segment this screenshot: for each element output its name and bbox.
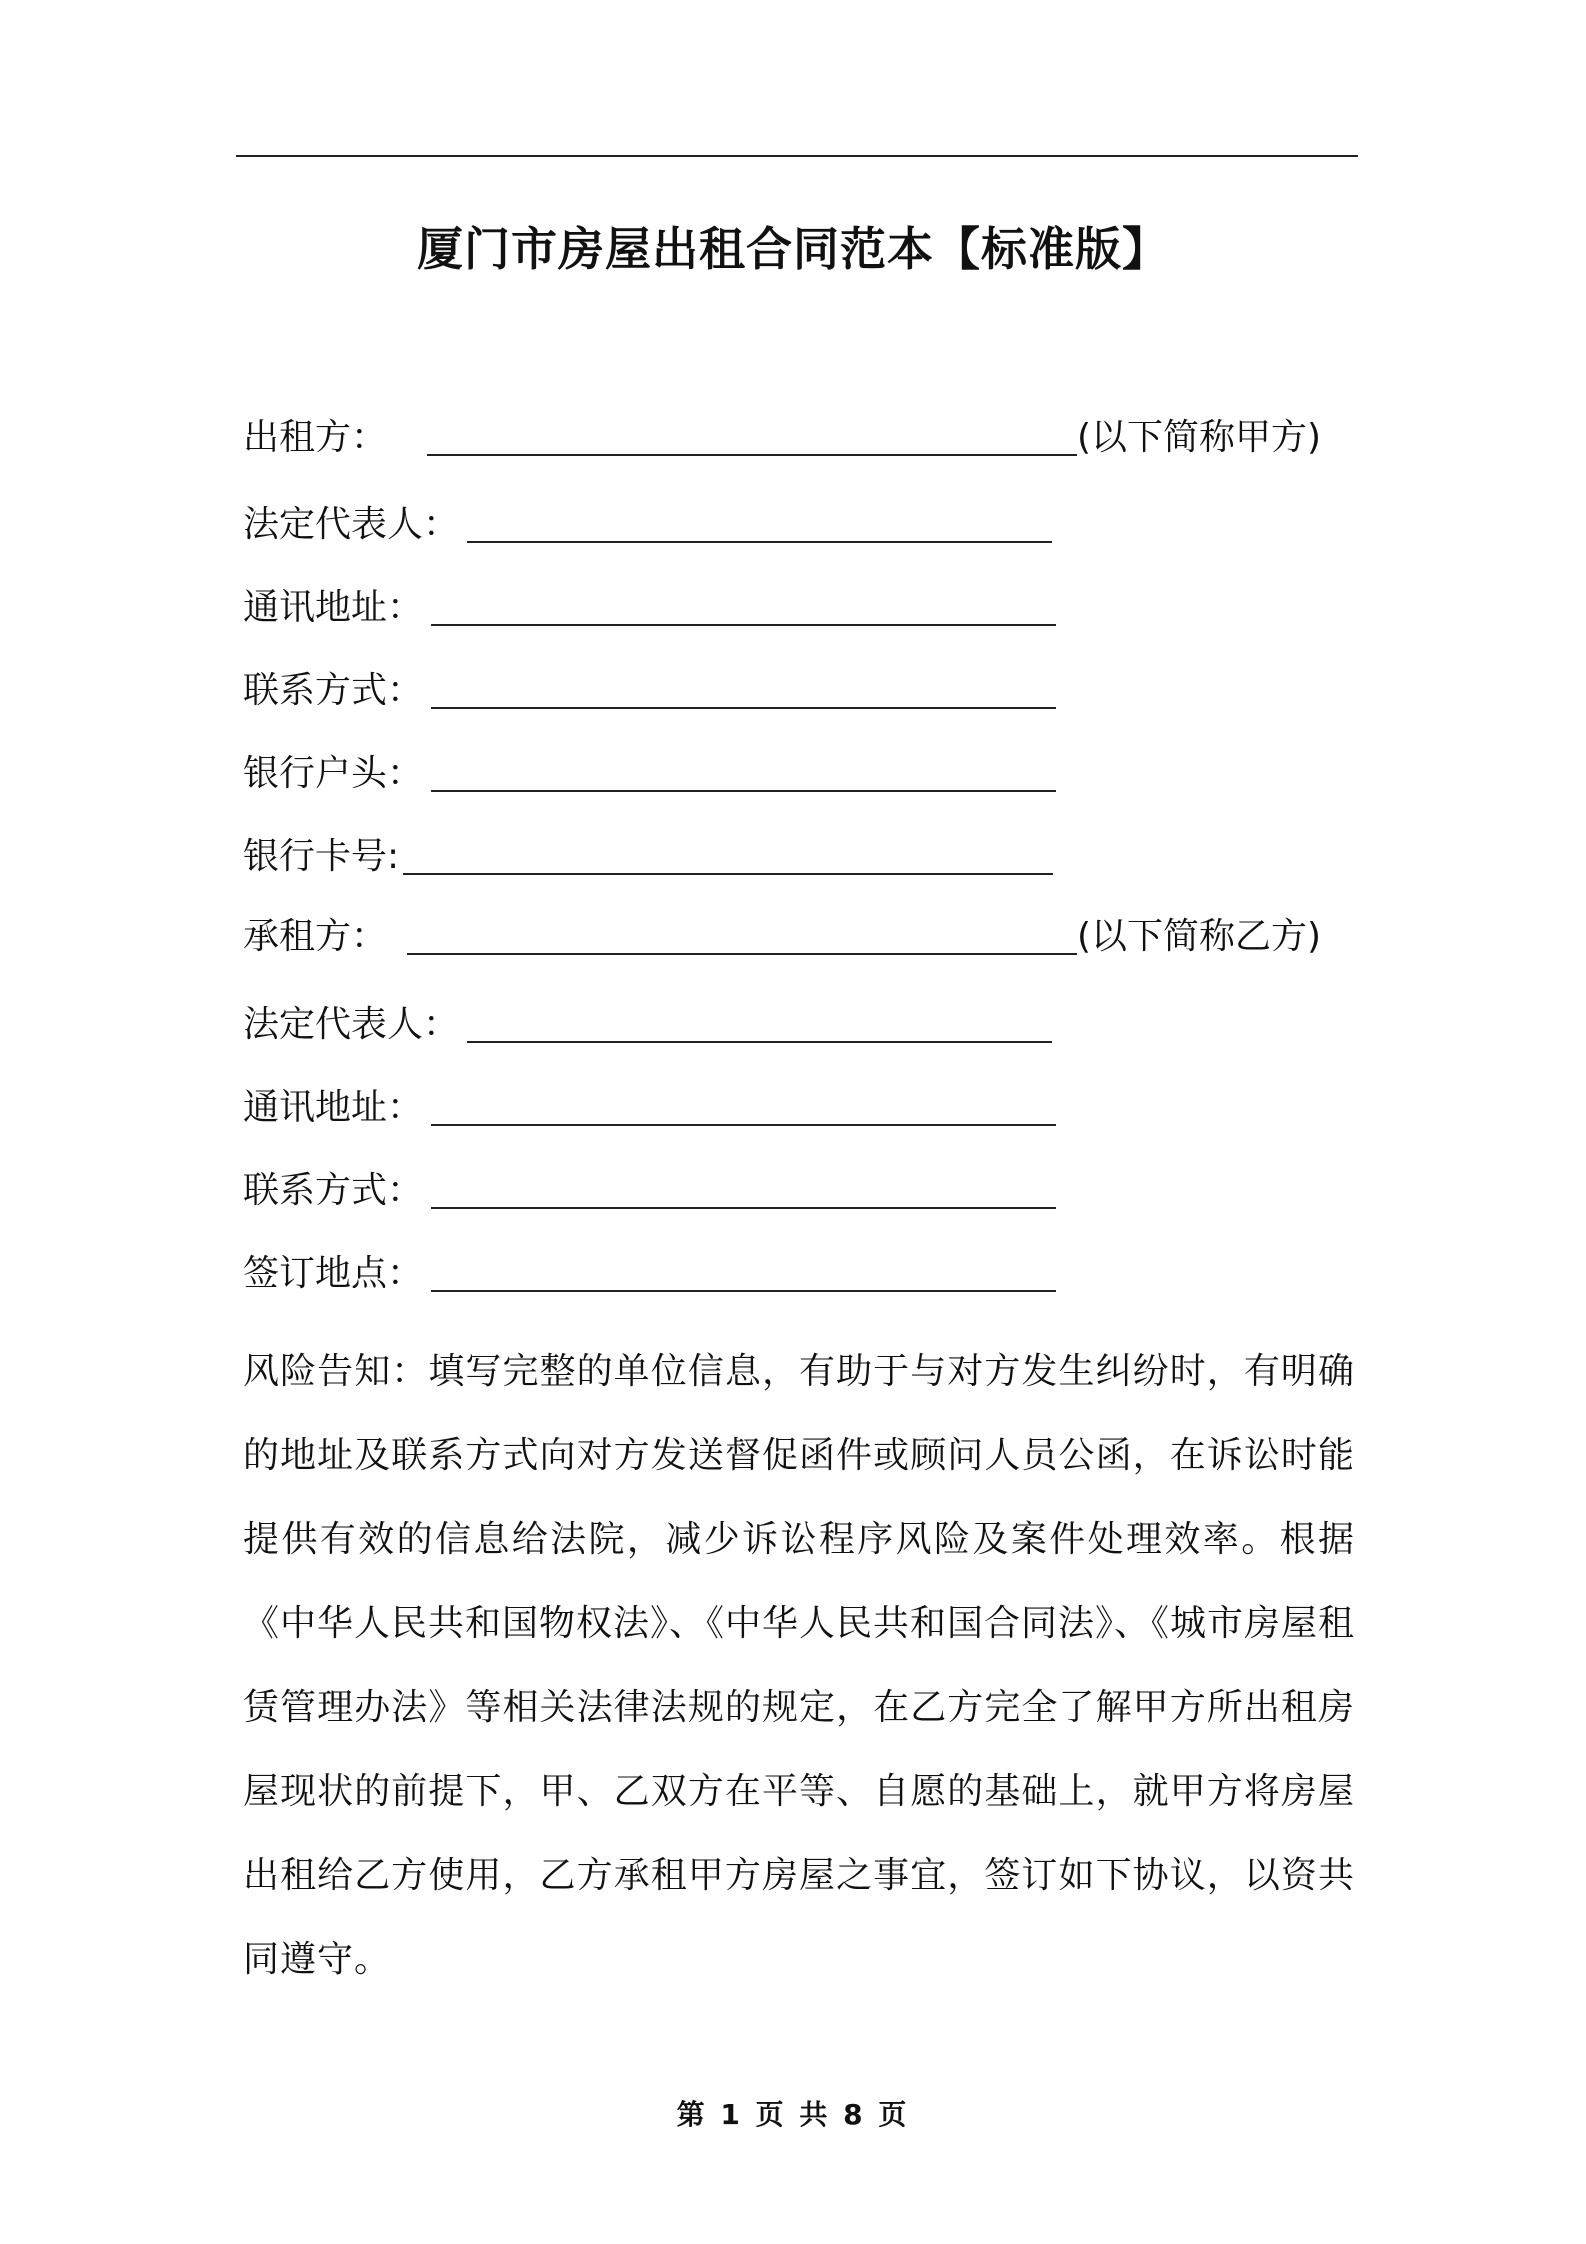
field-label: 出租方： xyxy=(243,417,388,458)
fill-blank xyxy=(431,624,1056,626)
field-label: 联系方式： xyxy=(243,670,424,711)
field-lessee xyxy=(243,909,1321,969)
field-label: 联系方式： xyxy=(243,1170,424,1211)
fill-blank xyxy=(427,454,1077,456)
fill-blank xyxy=(403,873,1053,875)
header-rule xyxy=(236,155,1358,157)
field-label: 通讯地址： xyxy=(243,1087,424,1128)
field-lessor-card-number xyxy=(243,829,1053,889)
fill-blank xyxy=(431,790,1056,792)
fill-blank xyxy=(467,541,1052,543)
document-title: 厦门市房屋出租合同范本【标准版】 xyxy=(417,222,1169,276)
field-label: 银行户头： xyxy=(243,753,424,794)
fill-blank xyxy=(431,707,1056,709)
fill-blank xyxy=(467,1041,1052,1043)
fill-blank xyxy=(431,1124,1056,1126)
field-suffix: (以下简称乙方) xyxy=(1077,916,1322,957)
risk-notice-paragraph: 风险告知：填写完整的单位信息，有助于与对方发生纠纷时，有明确的地址及联系方式向对方发送督促函件或顾问人员公函，在诉讼时能提供有效的信息给法院，减少诉讼程序风险及案件处理效率。根据《中华人民共和国物权法》、《中华人民共和国合同法》、《城市房屋租赁管理办法》等相关法律法规的规定，在乙方完全了解甲方所出租房屋现状的前提下，甲、乙双方在平等、自愿的基础上，就甲方将房屋出租给乙方使用，乙方承租甲方房屋之事宜，签订如下协议，以资共同遵守。 xyxy=(243,1351,1356,1980)
field-label: 通讯地址： xyxy=(243,587,424,628)
field-label: 承租方： xyxy=(243,916,388,957)
fill-blank xyxy=(431,1290,1056,1292)
field-lessor-representative xyxy=(243,497,1052,557)
field-label: 法定代表人： xyxy=(243,504,460,545)
field-label: 签订地点： xyxy=(243,1253,424,1294)
field-lessor-bank-account xyxy=(243,746,1056,806)
field-label: 法定代表人： xyxy=(243,1004,460,1045)
field-suffix: (以下简称甲方) xyxy=(1077,417,1322,458)
field-lessor xyxy=(243,410,1321,470)
field-label: 银行卡号: xyxy=(243,836,400,877)
field-lessee-representative xyxy=(243,997,1052,1057)
field-lessor-contact xyxy=(243,663,1056,723)
fill-blank xyxy=(431,1207,1056,1209)
fill-blank xyxy=(407,953,1077,955)
field-signing-place xyxy=(243,1246,1056,1306)
field-lessee-address xyxy=(243,1080,1056,1140)
field-lessor-address xyxy=(243,580,1056,640)
page-number: 第 1 页 共 8 页 xyxy=(676,2098,910,2131)
field-lessee-contact xyxy=(243,1163,1056,1223)
